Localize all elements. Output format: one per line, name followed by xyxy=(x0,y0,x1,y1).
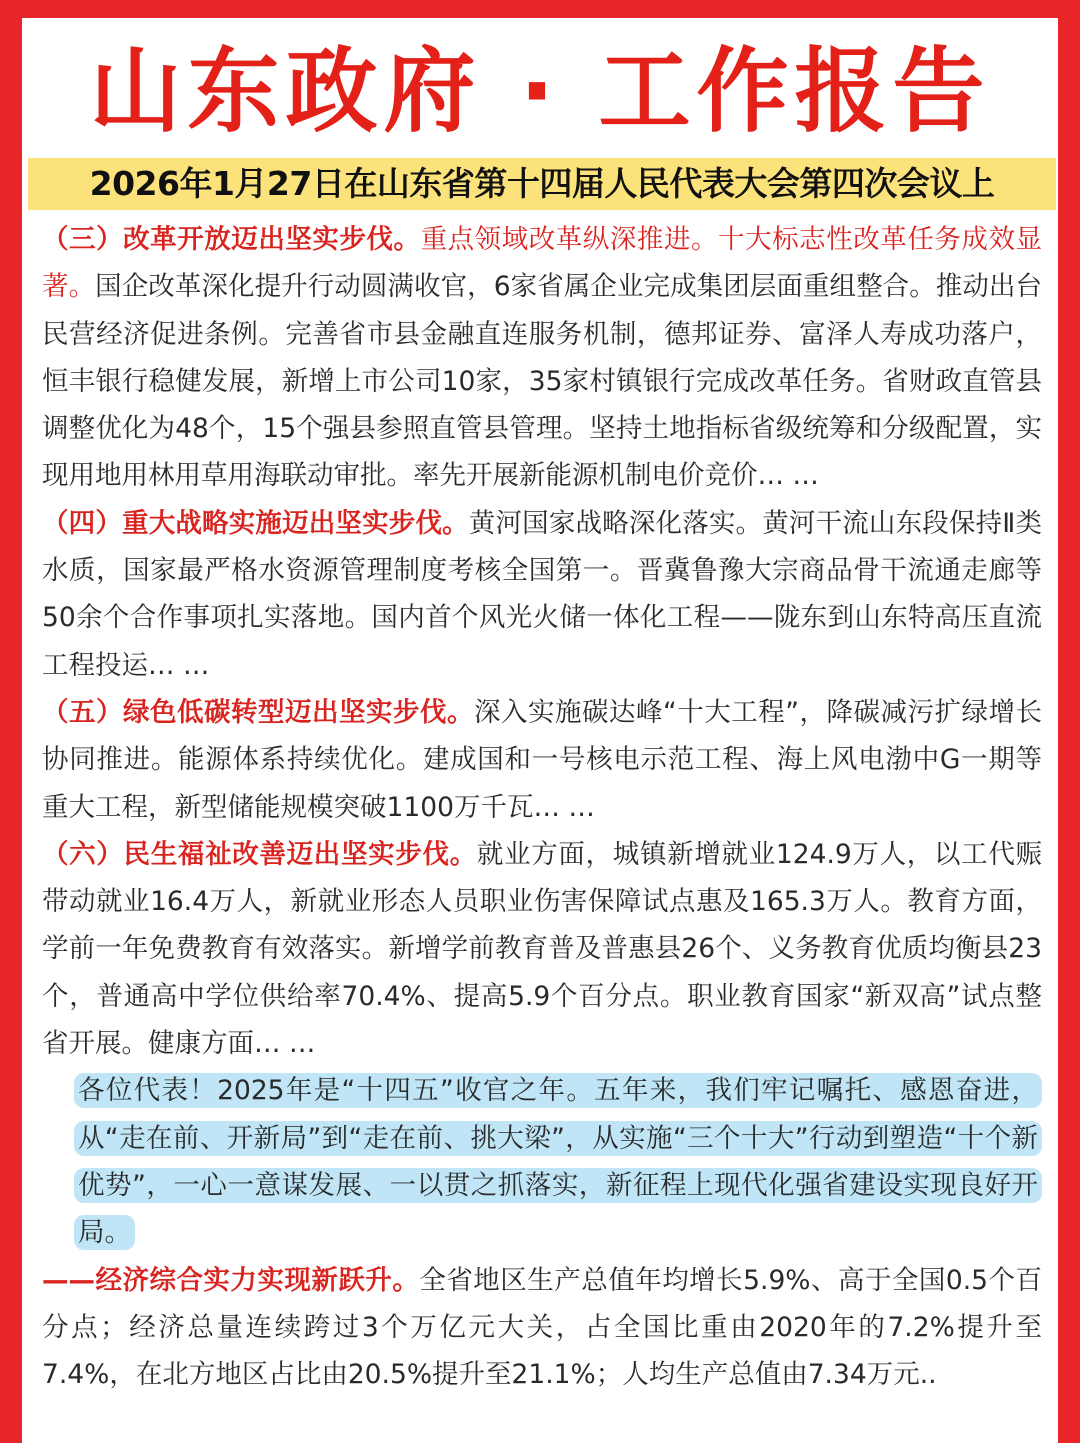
section-text: 全省地区生产总值年均增长5.9%、高于全国0.5个百分点；经济总量连续跨过3个万亿元大关，占全国比重由2020年的7.2%提升至7.4%，在北方地区占比由20.5%提升至21.1%；人均生产总值由7.34万元.. xyxy=(42,1264,1043,1391)
section-heading: （四）重大战略实施迈出坚实步伐。 xyxy=(42,507,469,539)
section-text: 深入实施碳达峰“十大工程”，降碳减污扩绿增长协同推进。能源体系持续优化。建成国和一号核电示范工程、海上风电渤中G一期等重大工程，新型储能规模突破1100万千瓦… … xyxy=(42,696,1042,823)
highlight-paragraph xyxy=(42,1067,1042,1256)
report-card xyxy=(22,18,1058,1443)
section-heading: ——经济综合实力实现新跃升。 xyxy=(42,1264,420,1296)
section-text: 国企改革深化提升行动圆满收官，6家省属企业完成集团层面重组整合。推动出台民营经济促进条例。完善省市县金融直连服务机制，德邦证券、富泽人寿成功落户，恒丰银行稳健发展，新增上市公司10家，35家村镇银行完成改革任务。省财政直管县调整优化为48个，15个强县参照直管县管理。坚持土地指标省级统筹和分级配置，实现用地用林用草用海联动审批。率先开展新能源机制电价竞价… … xyxy=(42,271,1042,492)
section-heading: （三）改革开放迈出坚实步伐。 xyxy=(42,224,421,255)
page-subtitle: 2026年1月27日在山东省第十四届人民代表大会第四次会议上 xyxy=(89,164,995,203)
report-body xyxy=(42,216,1042,1398)
section-red-text: 重点领域改革纵深推进。十大标志性改革任务成效显著。 xyxy=(42,224,1043,303)
section-livelihood xyxy=(42,831,1042,1067)
page-title: 山东政府 · 工作报告 xyxy=(89,38,991,145)
section-text: 就业方面，城镇新增就业124.9万人，以工代赈带动就业16.4万人，新就业形态人员职业伤害保障试点惠及165.3万人。教育方面，学前一年免费教育有效落实。新增学前教育普及普惠县26个、义务教育优质均衡县23个，普通高中学位供给率70.4%、提高5.9个百分点。职业教育国家“新双高”试点整省开展。健康方面… … xyxy=(42,838,1042,1060)
section-heading: （六）民生福祉改善迈出坚实步伐。 xyxy=(42,838,477,870)
section-heading: （五）绿色低碳转型迈出坚实步伐。 xyxy=(42,696,475,728)
section-reform xyxy=(42,216,1042,500)
highlighted-text: 各位代表！2025年是“十四五”收官之年。五年来，我们牢记嘱托、感恩奋进，从“走在前、开新局”到“走在前、挑大梁”，从实施“三个十大”行动到塑造“十个新优势”，一心一意谋发展、一以贯之抓落实，新征程上现代化强省建设实现良好开局。 xyxy=(74,1073,1042,1250)
section-strategy xyxy=(42,500,1042,689)
section-text: 黄河国家战略深化落实。黄河干流山东段保持Ⅱ类水质，国家最严格水资源管理制度考核全国第一。晋冀鲁豫大宗商品骨干流通走廊等50余个合作事项扎实落地。国内首个风光火储一体化工程——陇东到山东特高压直流工程投运… … xyxy=(42,507,1043,681)
section-economy xyxy=(42,1257,1042,1399)
section-green xyxy=(42,689,1042,831)
